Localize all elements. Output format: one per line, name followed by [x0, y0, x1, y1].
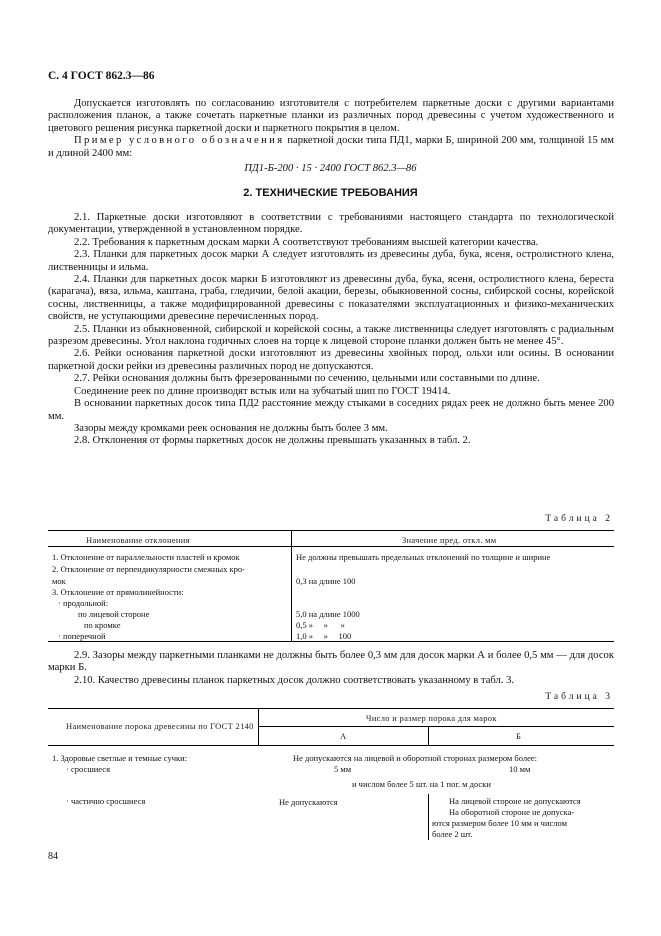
table2-row-name: · продольной: — [58, 598, 109, 608]
table2-row-name: 2. Отклонение от перпендикулярности смежных кро- — [52, 564, 245, 574]
table3-group-header: Число и размер порока для марок — [366, 713, 497, 723]
table2-row-value: Не должны превышать предельных отклонений по толщине и ширине — [296, 552, 551, 562]
table3-row-value: На лицевой стороне не допускаются — [449, 796, 581, 806]
requirement-paragraph: 2.9. Зазоры между паркетными планками не должны быть более 0,3 мм для досок марки А и более 0,5 мм — для досок марки Б. — [48, 650, 614, 674]
table2-row-name: мок — [52, 576, 66, 586]
table3-row-value: ются размером более 10 мм и числом — [432, 818, 567, 828]
intro-paragraph: Допускается изготовлять по согласованию изготовителя с потребителем паркетные доски с другими вариантами расположения планок, а также сочетать паркетные планки из различных пород древесины с учетом художественного и цветового решения рисунка паркетной доски и паркетного покрытия в целом. — [48, 98, 614, 134]
table3-row-value: Не допускаются — [279, 797, 338, 807]
requirement-paragraph: 2.3. Планки для паркетных досок марки А следует изготовлять из древесины дуба, бука, ясеня, остролистного клена, лиственницы и ильма. — [48, 249, 614, 273]
requirement-paragraph: 2.2. Требования к паркетным доскам марки А соответствуют требованиям высшей категории качества. — [74, 236, 539, 248]
table3-col-b-header: Б — [516, 731, 522, 741]
table3-row-value: 10 мм — [509, 764, 531, 774]
table2-column-divider — [291, 530, 292, 641]
table3-caption: Таблица 3 — [545, 692, 613, 702]
table3-row-value: 5 мм — [334, 764, 352, 774]
table3-subheader-border — [258, 726, 614, 727]
table2-row-value: 0,5 » » » — [296, 620, 345, 630]
requirement-paragraph: Соединение реек по длине производят встык или на зубчатый шип по ГОСТ 19414. — [74, 385, 451, 397]
requirements-block — [48, 212, 614, 448]
table2-row-name: по лицевой стороне — [78, 609, 150, 619]
designation-label: Пример условного обозначения — [74, 135, 285, 147]
table3-row-name: 1. Здоровые светлые и темные сучки: — [52, 753, 188, 763]
table2-header-border — [48, 546, 614, 547]
table2-row-value: 5,0 на длине 1000 — [296, 609, 360, 619]
table2-col2-header: Значение пред. откл. мм — [402, 535, 497, 545]
table2-top-border — [48, 530, 614, 531]
table3-row-value: и числом более 5 шт. на 1 пог. м доски — [352, 779, 491, 789]
after-table2-block — [48, 650, 614, 687]
requirement-paragraph: 2.1. Паркетные доски изготовляют в соответствии с требованиями настоящего стандарта по технологической документации, утвержденной в установленном порядке. — [48, 212, 614, 236]
requirement-paragraph: 2.7. Рейки основания должны быть фрезерованными по сечению, цельными или составными по длине. — [74, 373, 540, 385]
designation-example — [48, 135, 614, 160]
requirement-paragraph: В основании паркетных досок типа ПД2 расстояние между стыками в соседних рядах реек не должно быть менее 200 мм. — [48, 398, 614, 422]
table2-caption: Таблица 2 — [545, 514, 613, 524]
table2-row-value: 1,0 » » 100 — [296, 631, 352, 641]
table2-row-name: 1. Отклонение от параллельности пластей и кромок — [52, 552, 240, 562]
table2-row-value: 0,3 на длине 100 — [296, 576, 356, 586]
table3-header-border — [48, 745, 614, 746]
page-header: С. 4 ГОСТ 862.3—86 — [48, 70, 155, 82]
table2-row-name: по кромке — [84, 620, 121, 630]
table3-row-value: Не допускаются на лицевой и оборотной сторонах размером более: — [293, 753, 538, 763]
table3-col1-header: Наименование порока древесины по ГОСТ 2140 — [66, 721, 254, 731]
designation-formula: ПД1-Б-200 · 15 · 2400 ГОСТ 862.3—86 — [244, 163, 417, 174]
requirement-paragraph: 2.10. Качество древесины планок паркетных досок должно соответствовать указанному в табл. 3. — [74, 674, 515, 686]
section-title: 2. ТЕХНИЧЕСКИЕ ТРЕБОВАНИЯ — [243, 187, 418, 199]
table3-col-a-header: А — [340, 731, 347, 741]
table2-row-name: · поперечной — [58, 631, 106, 641]
table3-row-value: более 2 шт. — [432, 829, 473, 839]
requirement-paragraph: 2.4. Планки для паркетных досок марки Б изготовляют из древесины дуба, бука, ясеня, остролистного клена, береста (карагача), вяза, ильма, каштана, граба, гледичии, белой акации, березы, обыкновенной сосны, сибирской сосны, корейской сосны, лиственницы, а также модифицированной древесины с показателями эксплуатационных и физико-механических свойств, не уступающими древесине перечисленных пород. — [48, 274, 614, 323]
intro-block — [48, 98, 614, 160]
designation-text: паркетной доски типа ПД1, марки Б, шириной 200 мм, толщиной 15 мм и длиной 2400 мм: — [48, 135, 614, 159]
table3-row-name: · частично сросшиеся — [66, 796, 146, 806]
table3-row-value: На оборотной стороне не допуска- — [449, 807, 575, 817]
requirement-paragraph: Зазоры между кромками реек основания не должны быть более 3 мм. — [74, 422, 388, 434]
table2-col1-header: Наименование отклонения — [86, 535, 190, 545]
table3-column-divider — [258, 708, 259, 745]
table3-row2-divider — [428, 794, 429, 840]
requirement-paragraph: 2.8. Отклонения от формы паркетных досок не должны превышать указанных в табл. 2. — [74, 435, 471, 447]
table2-row-name: 3. Отклонение от прямолинейности: — [52, 587, 184, 597]
page-number: 84 — [48, 851, 58, 862]
requirement-paragraph: 2.6. Рейки основания паркетной доски изготовляют из древесины хвойных пород, ольхи или осины. В основании паркетной доски рейки из древесины различных пород не допускаются. — [48, 348, 614, 372]
requirement-paragraph: 2.5. Планки из обыкновенной, сибирской и корейской сосны, а также лиственницы следует изготовлять с радиальным разрезом древесины. Угол наклона годичных слоев на торце к лицевой стороне планки должен быть не менее 45°. — [48, 323, 614, 348]
table3-subcolumn-divider — [428, 726, 429, 745]
table3-row-name: · сросшиеся — [66, 764, 110, 774]
table3-top-border — [48, 708, 614, 709]
